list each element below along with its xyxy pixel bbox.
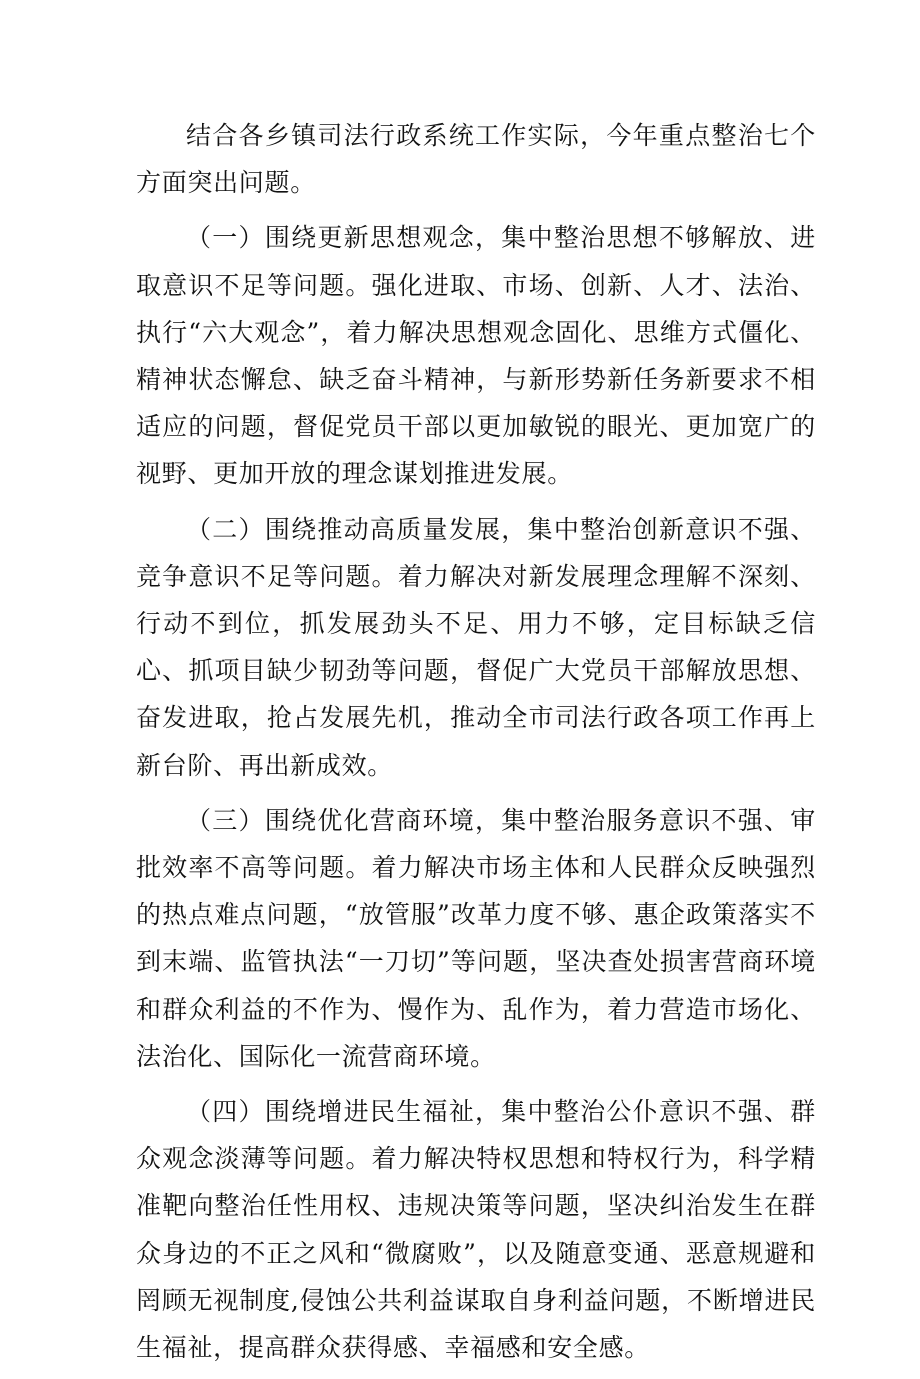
section-1-paragraph: （一）围绕更新思想观念，集中整治思想不够解放、进取意识不足等问题。强化进取、市场、创新、人才、法治、执行“六大观念”，着力解决思想观念固化、思维方式僵化、精神状态懈怠、缺乏奋斗精神，与新形势新任务新要求不相适应的问题，督促党员干部以更加敏锐的眼光、更加宽广的视野、更加开放的理念谋划推进发展。	[136, 223, 816, 489]
intro-paragraph: 结合各乡镇司法行政系统工作实际，今年重点整治七个方面突出问题。	[136, 121, 816, 198]
section-4-paragraph: （四）围绕增进民生福祉，集中整治公仆意识不强、群众观念淡薄等问题。着力解决特权思想和特权行为，科学精准靶向整治任性用权、违规决策等问题，坚决纠治发生在群众身边的不正之风和“微腐败”，以及随意变通、恶意规避和罔顾无视制度,侵蚀公共利益谋取自身利益问题，不断增进民生福祉，提高群众获得感、幸福感和安全感。	[136, 1097, 816, 1363]
section-2-paragraph: （二）围绕推动高质量发展，集中整治创新意识不强、竞争意识不足等问题。着力解决对新发展理念理解不深刻、行动不到位，抓发展劲头不足、用力不够，定目标缺乏信心、抓项目缺少韧劲等问题，督促广大党员干部解放思想、奋发进取，抢占发展先机，推动全市司法行政各项工作再上新台阶、再出新成效。	[136, 514, 816, 780]
section-3-paragraph: （三）围绕优化营商环境，集中整治服务意识不强、审批效率不高等问题。着力解决市场主体和人民群众反映强烈的热点难点问题，“放管服”改革力度不够、惠企政策落实不到末端、监管执法“一刀切”等问题，坚决查处损害营商环境和群众利益的不作为、慢作为、乱作为，着力营造市场化、法治化、国际化一流营商环境。	[136, 805, 816, 1071]
document-body	[136, 112, 816, 1379]
